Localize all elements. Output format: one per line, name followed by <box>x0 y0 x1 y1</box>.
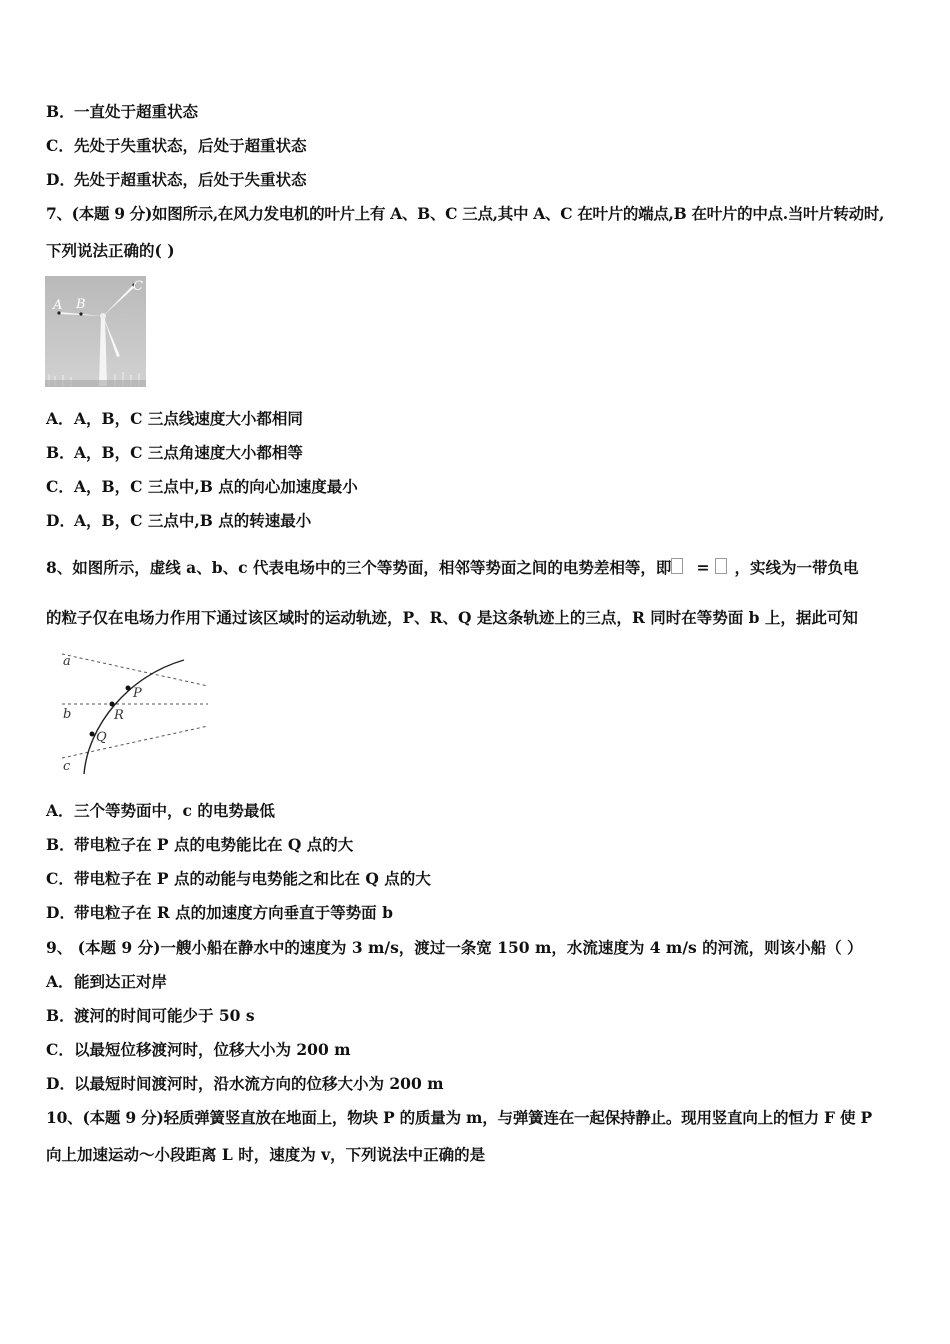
label-p: P <box>133 686 142 701</box>
q8-option-c: C．带电粒子在 P 点的动能与电势能之和比在 Q 点的大 <box>46 869 431 888</box>
figure-background <box>48 646 210 779</box>
q7-stem-line1: 7、(本题 9 分)如图所示,在风力发电机的叶片上有 A、B、C 三点,其中 A、C 在叶片的端点,B 在叶片的中点.当叶片转动时, <box>46 204 885 223</box>
label-c: c <box>63 759 71 774</box>
q10-stem-line1: 10、(本题 9 分)轻质弹簧竖直放在地面上，物块 P 的质量为 m，与弹簧连在一起保持静止。现用竖直向上的恒力 F 使 P <box>46 1108 873 1127</box>
turbine-hub <box>100 313 106 319</box>
phi-ab-symbol <box>671 558 683 574</box>
q7-option-c: C．A，B，C 三点中,B 点的向心加速度最小 <box>46 477 358 496</box>
q7-option-b: B．A，B，C 三点角速度大小都相等 <box>46 443 303 462</box>
q6-option-b: B．一直处于超重状态 <box>46 102 199 121</box>
q8-option-a: A．三个等势面中，c 的电势最低 <box>46 801 275 820</box>
q7-option-a: A．A，B，C 三点线速度大小都相同 <box>46 409 303 428</box>
point-q-dot <box>90 732 95 737</box>
point-b-dot <box>79 312 82 315</box>
label-r: R <box>114 708 124 723</box>
q9-option-c: C．以最短位移渡河时，位移大小为 200 m <box>46 1040 351 1059</box>
point-r-dot <box>110 702 115 707</box>
point-p-dot <box>126 686 131 691</box>
label-b: B <box>76 297 86 312</box>
q7-option-d: D．A，B，C 三点中,B 点的转速最小 <box>46 511 312 530</box>
q8-stem-line2: 的粒子仅在电场力作用下通过该区域时的运动轨迹，P、R、Q 是这条轨迹上的三点，R 同时在等势面 b 上，据此可知 <box>46 608 858 627</box>
q9-option-b: B．渡河的时间可能少于 50 s <box>46 1006 255 1025</box>
q6-option-d: D．先处于超重状态，后处于失重状态 <box>46 170 307 189</box>
wind-turbine-figure <box>45 276 146 387</box>
q6-option-c: C．先处于失重状态，后处于超重状态 <box>46 136 307 155</box>
q7-stem-line2: 下列说法正确的( ) <box>46 241 175 260</box>
q8-stem-line1: 8、如图所示，虚线 a、b、c 代表电场中的三个等势面，相邻等势面之间的电势差相等，即 = ，实线为一带负电 <box>46 558 859 577</box>
label-q: Q <box>96 730 107 745</box>
phi-ab-sub <box>683 562 691 576</box>
q9-option-d: D．以最短时间渡河时，沿水流方向的位移大小为 200 m <box>46 1074 444 1093</box>
q9-stem: 9、 (本题 9 分)一艘小船在静水中的速度为 3 m/s，渡过一条宽 150 m，水流速度为 4 m/s 的河流，则该小船（ ） <box>46 938 863 957</box>
q9-option-a: A．能到达正对岸 <box>46 972 168 991</box>
label-a: A <box>53 298 63 313</box>
q8-option-b: B．带电粒子在 P 点的电势能比在 Q 点的大 <box>46 835 354 854</box>
equipotential-figure <box>48 646 210 779</box>
phi-bc-symbol <box>715 558 727 574</box>
ground <box>45 380 146 387</box>
q8-option-d: D．带电粒子在 R 点的加速度方向垂直于等势面 b <box>46 903 393 922</box>
q10-stem-line2: 向上加速运动～小段距离 L 时，速度为 v，下列说法中正确的是 <box>46 1145 486 1164</box>
label-a: a <box>63 654 71 669</box>
label-b: b <box>63 707 72 722</box>
label-c: C <box>133 279 143 294</box>
figure-background <box>45 276 146 387</box>
